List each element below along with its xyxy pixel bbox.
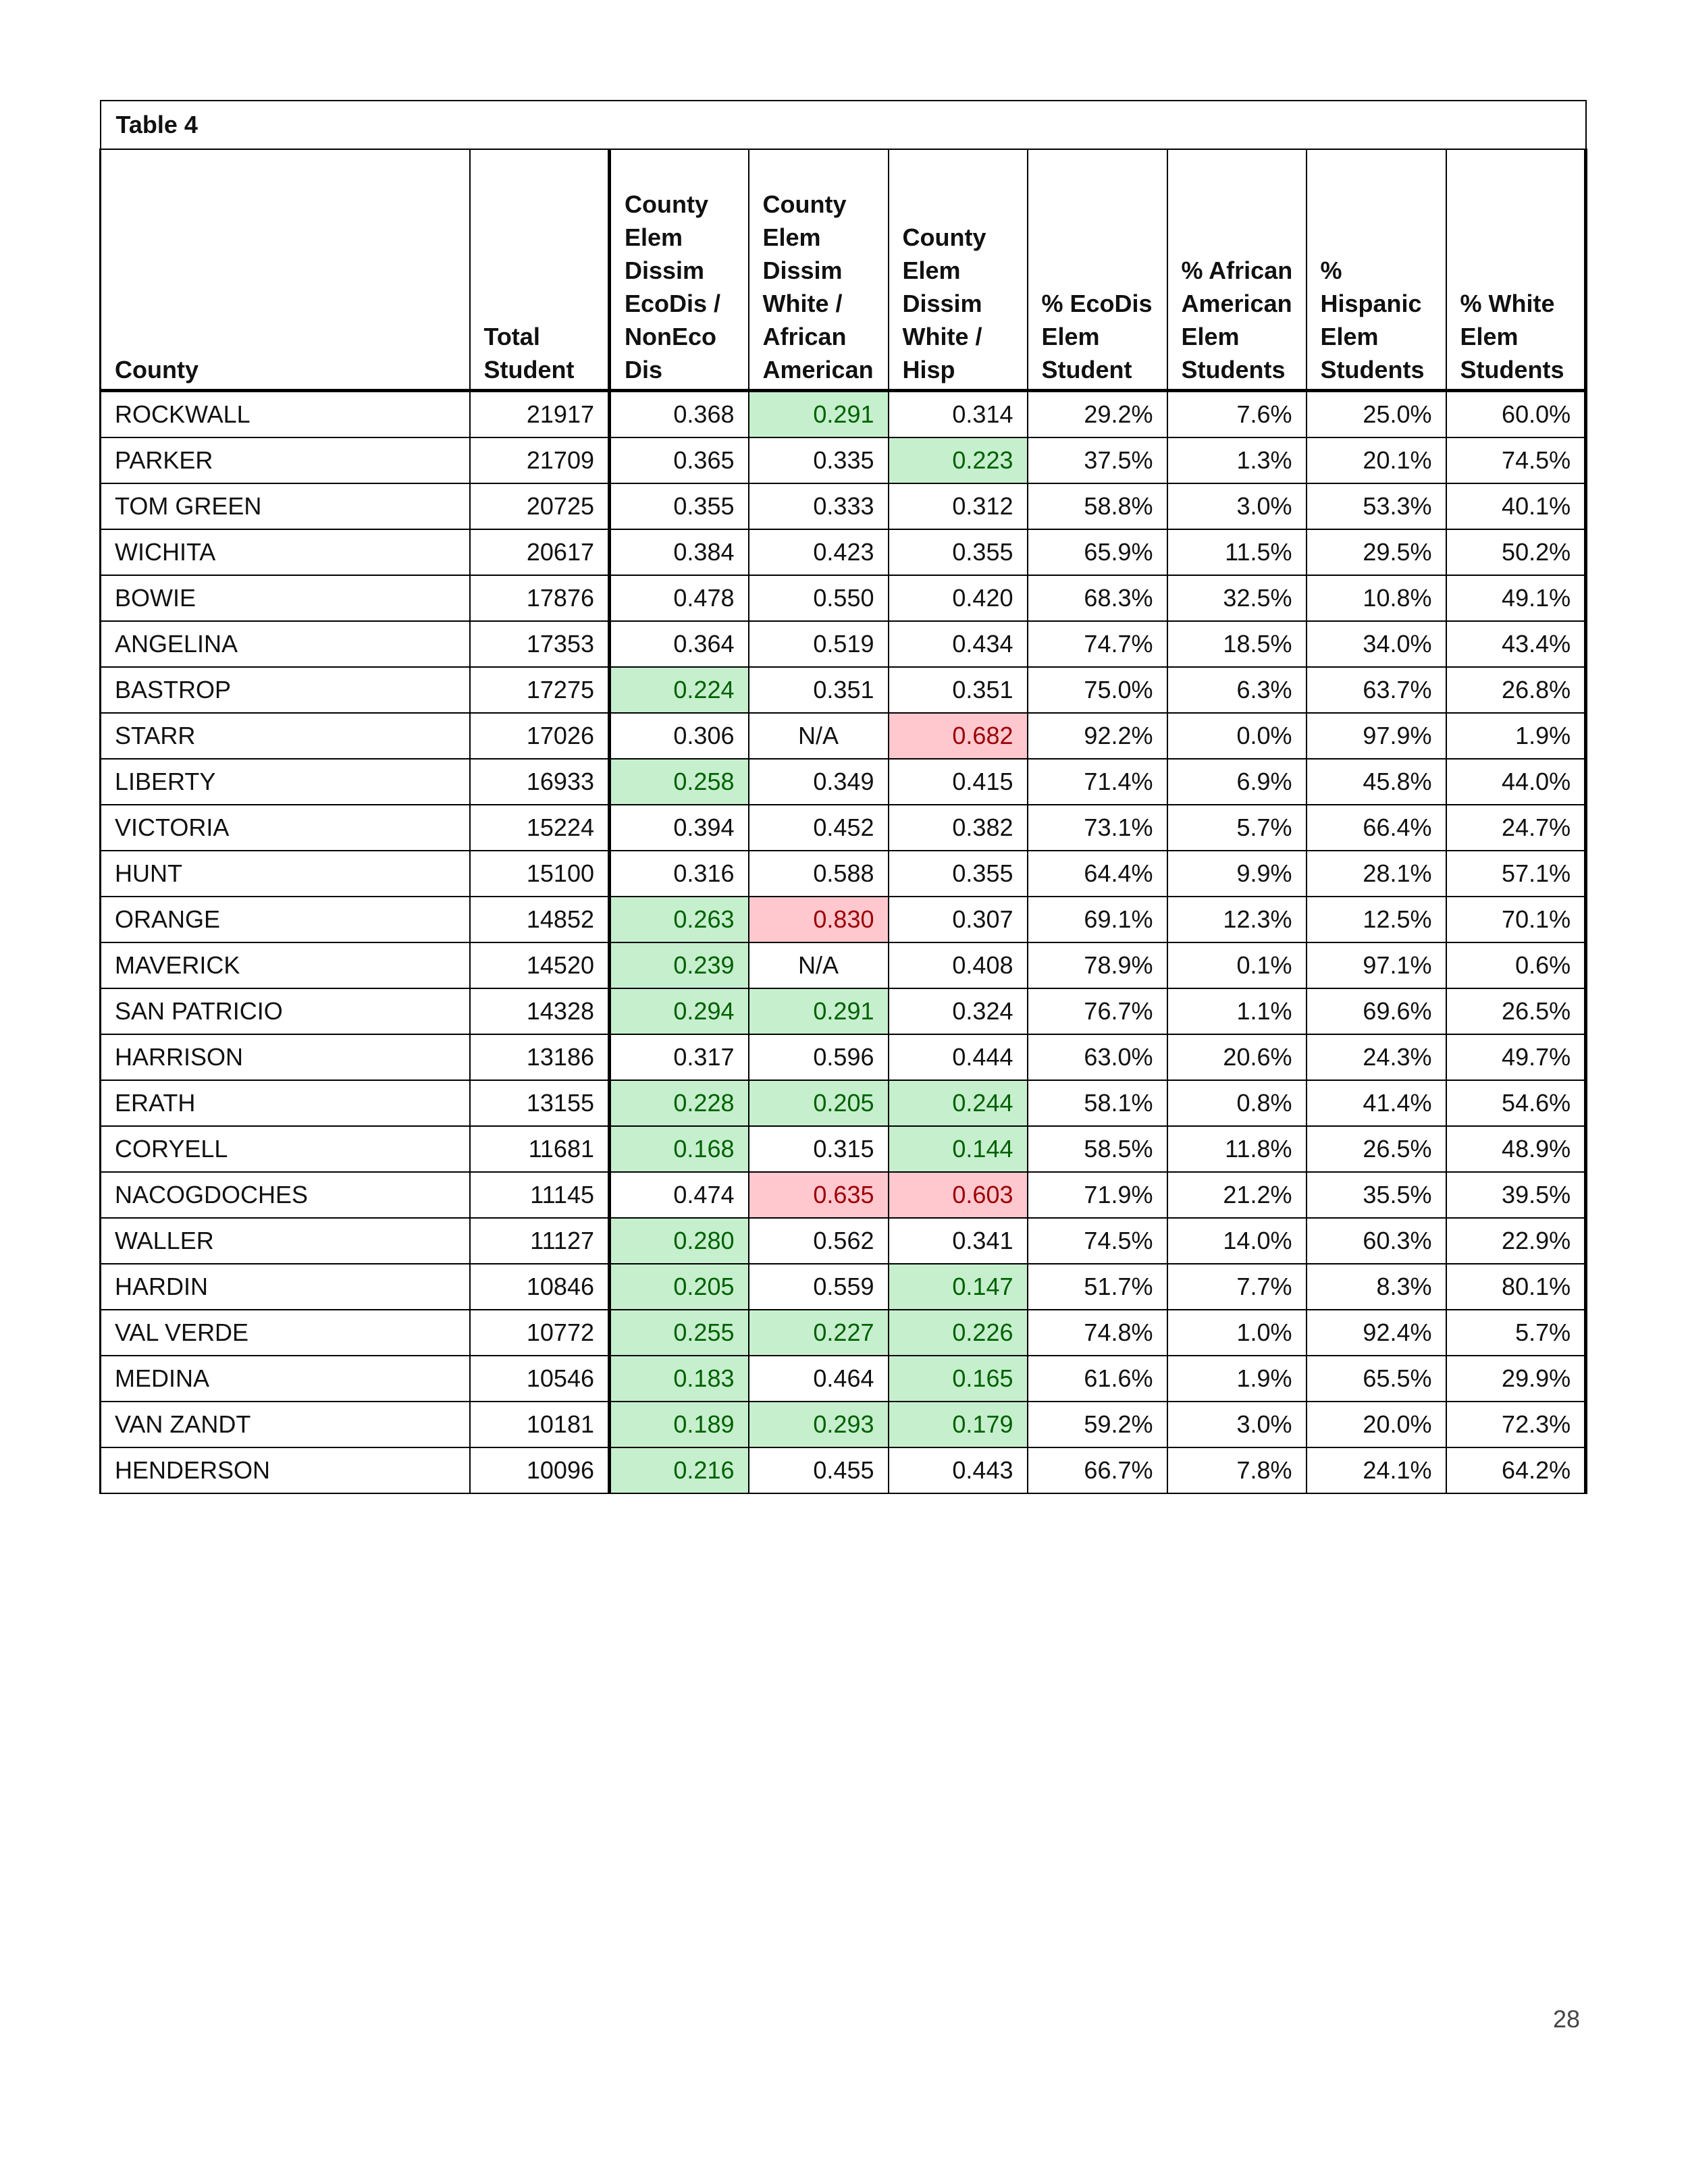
cell-pct-hispanic: 34.0% (1307, 621, 1446, 667)
cell-pct-hispanic: 10.8% (1307, 575, 1446, 621)
cell-total-student: 14520 (470, 942, 610, 988)
cell-pct-ecodis: 63.0% (1028, 1034, 1167, 1080)
cell-total-student: 20725 (470, 483, 610, 529)
cell-dissim-white-hisp: 0.420 (889, 575, 1028, 621)
table-row (101, 1356, 1586, 1402)
cell-dissim-ecodis: 0.306 (610, 713, 749, 759)
cell-total-student: 11145 (470, 1172, 610, 1218)
cell-dissim-white-african-american: 0.205 (749, 1080, 889, 1126)
cell-county: HARRISON (101, 1034, 470, 1080)
table-row (101, 713, 1586, 759)
table-row (101, 897, 1586, 942)
cell-pct-ecodis: 61.6% (1028, 1356, 1167, 1402)
table-row (101, 1447, 1586, 1493)
table-header-row (101, 149, 1586, 391)
cell-pct-african-american: 0.1% (1167, 942, 1307, 988)
cell-county: BASTROP (101, 667, 470, 713)
cell-county: TOM GREEN (101, 483, 470, 529)
cell-pct-ecodis: 74.5% (1028, 1218, 1167, 1264)
table-row (101, 1080, 1586, 1126)
cell-dissim-white-hisp: 0.382 (889, 805, 1028, 851)
table-row (101, 1310, 1586, 1356)
cell-total-student: 10772 (470, 1310, 610, 1356)
cell-total-student: 21917 (470, 391, 610, 438)
cell-pct-hispanic: 12.5% (1307, 897, 1446, 942)
header-pct-ecodis: % EcoDis Elem Student (1028, 149, 1167, 391)
cell-county: BOWIE (101, 575, 470, 621)
cell-dissim-white-african-american: N/A (749, 713, 889, 759)
cell-county: ROCKWALL (101, 391, 470, 438)
table-row (101, 1264, 1586, 1310)
cell-pct-ecodis: 78.9% (1028, 942, 1167, 988)
cell-pct-hispanic: 97.9% (1307, 713, 1446, 759)
table-row (101, 621, 1586, 667)
cell-dissim-ecodis: 0.364 (610, 621, 749, 667)
cell-pct-ecodis: 64.4% (1028, 851, 1167, 897)
cell-dissim-white-hisp: 0.165 (889, 1356, 1028, 1402)
page-number: 28 (1552, 2005, 1580, 2033)
cell-pct-white: 57.1% (1446, 851, 1586, 897)
table-row (101, 1172, 1586, 1218)
cell-pct-white: 1.9% (1446, 713, 1586, 759)
cell-dissim-ecodis: 0.216 (610, 1447, 749, 1493)
cell-total-student: 10846 (470, 1264, 610, 1310)
cell-pct-white: 70.1% (1446, 897, 1586, 942)
cell-dissim-white-african-american: 0.315 (749, 1126, 889, 1172)
header-county: County (101, 149, 470, 391)
cell-county: NACOGDOCHES (101, 1172, 470, 1218)
cell-pct-african-american: 7.8% (1167, 1447, 1307, 1493)
cell-dissim-ecodis: 0.258 (610, 759, 749, 805)
cell-total-student: 10096 (470, 1447, 610, 1493)
cell-pct-white: 26.8% (1446, 667, 1586, 713)
cell-dissim-ecodis: 0.384 (610, 529, 749, 575)
cell-pct-african-american: 5.7% (1167, 805, 1307, 851)
cell-pct-hispanic: 97.1% (1307, 942, 1446, 988)
cell-pct-african-american: 0.8% (1167, 1080, 1307, 1126)
cell-pct-hispanic: 66.4% (1307, 805, 1446, 851)
cell-pct-ecodis: 58.1% (1028, 1080, 1167, 1126)
cell-pct-white: 50.2% (1446, 529, 1586, 575)
cell-pct-ecodis: 73.1% (1028, 805, 1167, 851)
cell-dissim-ecodis: 0.263 (610, 897, 749, 942)
cell-dissim-white-african-american: 0.293 (749, 1402, 889, 1447)
cell-pct-ecodis: 58.8% (1028, 483, 1167, 529)
cell-dissim-white-african-american: 0.291 (749, 391, 889, 438)
cell-pct-white: 40.1% (1446, 483, 1586, 529)
table-row (101, 988, 1586, 1034)
cell-pct-african-american: 7.7% (1167, 1264, 1307, 1310)
table-row (101, 575, 1586, 621)
table-row (101, 1218, 1586, 1264)
cell-dissim-ecodis: 0.168 (610, 1126, 749, 1172)
table-row (101, 483, 1586, 529)
cell-dissim-ecodis: 0.478 (610, 575, 749, 621)
cell-county: ERATH (101, 1080, 470, 1126)
cell-pct-hispanic: 20.0% (1307, 1402, 1446, 1447)
header-pct-hispanic: % Hispanic Elem Students (1307, 149, 1446, 391)
cell-pct-ecodis: 29.2% (1028, 391, 1167, 438)
cell-county: LIBERTY (101, 759, 470, 805)
cell-dissim-ecodis: 0.355 (610, 483, 749, 529)
cell-total-student: 10546 (470, 1356, 610, 1402)
cell-pct-african-american: 14.0% (1167, 1218, 1307, 1264)
table-caption: Table 4 (101, 101, 1586, 149)
cell-pct-african-american: 9.9% (1167, 851, 1307, 897)
cell-total-student: 11681 (470, 1126, 610, 1172)
header-total-student: Total Student (470, 149, 610, 391)
cell-total-student: 17876 (470, 575, 610, 621)
cell-pct-white: 49.1% (1446, 575, 1586, 621)
cell-county: ANGELINA (101, 621, 470, 667)
cell-dissim-ecodis: 0.224 (610, 667, 749, 713)
cell-dissim-white-african-american: N/A (749, 942, 889, 988)
table-row (101, 1402, 1586, 1447)
table-row (101, 529, 1586, 575)
cell-dissim-white-hisp: 0.144 (889, 1126, 1028, 1172)
cell-pct-ecodis: 92.2% (1028, 713, 1167, 759)
cell-pct-ecodis: 58.5% (1028, 1126, 1167, 1172)
cell-pct-african-american: 21.2% (1167, 1172, 1307, 1218)
cell-dissim-white-hisp: 0.415 (889, 759, 1028, 805)
cell-dissim-white-hisp: 0.312 (889, 483, 1028, 529)
cell-dissim-white-hisp: 0.443 (889, 1447, 1028, 1493)
cell-dissim-white-african-american: 0.227 (749, 1310, 889, 1356)
cell-dissim-white-african-american: 0.349 (749, 759, 889, 805)
cell-pct-african-american: 6.3% (1167, 667, 1307, 713)
cell-dissim-white-african-american: 0.596 (749, 1034, 889, 1080)
cell-dissim-white-hisp: 0.434 (889, 621, 1028, 667)
cell-pct-white: 43.4% (1446, 621, 1586, 667)
cell-total-student: 17275 (470, 667, 610, 713)
cell-pct-african-american: 18.5% (1167, 621, 1307, 667)
cell-dissim-white-african-american: 0.588 (749, 851, 889, 897)
cell-county: WICHITA (101, 529, 470, 575)
table-row (101, 437, 1586, 483)
cell-county: MEDINA (101, 1356, 470, 1402)
cell-pct-african-american: 20.6% (1167, 1034, 1307, 1080)
cell-pct-ecodis: 37.5% (1028, 437, 1167, 483)
cell-dissim-white-hisp: 0.444 (889, 1034, 1028, 1080)
cell-dissim-white-hisp: 0.355 (889, 529, 1028, 575)
cell-dissim-white-african-american: 0.423 (749, 529, 889, 575)
cell-total-student: 14852 (470, 897, 610, 942)
cell-pct-hispanic: 63.7% (1307, 667, 1446, 713)
cell-total-student: 21709 (470, 437, 610, 483)
cell-pct-white: 24.7% (1446, 805, 1586, 851)
cell-dissim-ecodis: 0.183 (610, 1356, 749, 1402)
cell-dissim-white-hisp: 0.307 (889, 897, 1028, 942)
cell-dissim-ecodis: 0.316 (610, 851, 749, 897)
cell-pct-hispanic: 24.3% (1307, 1034, 1446, 1080)
cell-county: HENDERSON (101, 1447, 470, 1493)
cell-pct-african-american: 12.3% (1167, 897, 1307, 942)
header-dissim-white-hisp: County Elem Dissim White / Hisp (889, 149, 1028, 391)
cell-total-student: 16933 (470, 759, 610, 805)
cell-pct-white: 80.1% (1446, 1264, 1586, 1310)
cell-dissim-ecodis: 0.394 (610, 805, 749, 851)
cell-dissim-ecodis: 0.280 (610, 1218, 749, 1264)
header-dissim-white-african-american: County Elem Dissim White / African American (749, 149, 889, 391)
cell-dissim-ecodis: 0.368 (610, 391, 749, 438)
cell-county: CORYELL (101, 1126, 470, 1172)
cell-county: ORANGE (101, 897, 470, 942)
cell-pct-white: 5.7% (1446, 1310, 1586, 1356)
cell-pct-african-american: 3.0% (1167, 483, 1307, 529)
cell-dissim-white-african-american: 0.335 (749, 437, 889, 483)
cell-pct-hispanic: 60.3% (1307, 1218, 1446, 1264)
cell-county: SAN PATRICIO (101, 988, 470, 1034)
cell-county: VICTORIA (101, 805, 470, 851)
cell-pct-hispanic: 92.4% (1307, 1310, 1446, 1356)
cell-dissim-white-african-american: 0.351 (749, 667, 889, 713)
cell-dissim-white-african-american: 0.519 (749, 621, 889, 667)
cell-county: HARDIN (101, 1264, 470, 1310)
table-body (101, 391, 1586, 1494)
cell-pct-african-american: 3.0% (1167, 1402, 1307, 1447)
cell-pct-african-american: 11.5% (1167, 529, 1307, 575)
cell-pct-hispanic: 26.5% (1307, 1126, 1446, 1172)
cell-pct-hispanic: 41.4% (1307, 1080, 1446, 1126)
cell-total-student: 11127 (470, 1218, 610, 1264)
header-pct-african-american: % African American Elem Students (1167, 149, 1307, 391)
cell-pct-white: 29.9% (1446, 1356, 1586, 1402)
cell-pct-white: 64.2% (1446, 1447, 1586, 1493)
cell-county: WALLER (101, 1218, 470, 1264)
cell-dissim-ecodis: 0.474 (610, 1172, 749, 1218)
cell-pct-african-american: 0.0% (1167, 713, 1307, 759)
cell-pct-white: 72.3% (1446, 1402, 1586, 1447)
cell-pct-white: 39.5% (1446, 1172, 1586, 1218)
cell-pct-hispanic: 8.3% (1307, 1264, 1446, 1310)
cell-pct-hispanic: 25.0% (1307, 391, 1446, 438)
cell-dissim-white-african-american: 0.635 (749, 1172, 889, 1218)
cell-pct-white: 26.5% (1446, 988, 1586, 1034)
cell-county: PARKER (101, 437, 470, 483)
cell-pct-african-american: 1.1% (1167, 988, 1307, 1034)
cell-dissim-white-hisp: 0.179 (889, 1402, 1028, 1447)
cell-pct-ecodis: 69.1% (1028, 897, 1167, 942)
cell-dissim-white-hisp: 0.351 (889, 667, 1028, 713)
cell-pct-white: 49.7% (1446, 1034, 1586, 1080)
cell-pct-african-american: 32.5% (1167, 575, 1307, 621)
county-dissimilarity-table (99, 100, 1587, 1494)
cell-pct-ecodis: 71.9% (1028, 1172, 1167, 1218)
cell-pct-ecodis: 68.3% (1028, 575, 1167, 621)
cell-dissim-white-hisp: 0.603 (889, 1172, 1028, 1218)
cell-pct-ecodis: 51.7% (1028, 1264, 1167, 1310)
cell-total-student: 10181 (470, 1402, 610, 1447)
cell-pct-african-american: 1.9% (1167, 1356, 1307, 1402)
cell-total-student: 17353 (470, 621, 610, 667)
cell-dissim-white-african-american: 0.333 (749, 483, 889, 529)
table-row (101, 805, 1586, 851)
table-row (101, 391, 1586, 438)
header-dissim-ecodis: County Elem Dissim EcoDis / NonEco Dis (610, 149, 749, 391)
cell-total-student: 14328 (470, 988, 610, 1034)
cell-pct-hispanic: 29.5% (1307, 529, 1446, 575)
table-row (101, 851, 1586, 897)
cell-dissim-white-hisp: 0.341 (889, 1218, 1028, 1264)
cell-pct-african-american: 1.3% (1167, 437, 1307, 483)
cell-dissim-white-hisp: 0.324 (889, 988, 1028, 1034)
cell-dissim-white-african-american: 0.464 (749, 1356, 889, 1402)
cell-pct-hispanic: 24.1% (1307, 1447, 1446, 1493)
cell-total-student: 15224 (470, 805, 610, 851)
cell-county: VAL VERDE (101, 1310, 470, 1356)
cell-dissim-white-hisp: 0.314 (889, 391, 1028, 438)
cell-pct-african-american: 6.9% (1167, 759, 1307, 805)
cell-dissim-ecodis: 0.228 (610, 1080, 749, 1126)
cell-pct-ecodis: 74.7% (1028, 621, 1167, 667)
cell-dissim-white-hisp: 0.244 (889, 1080, 1028, 1126)
cell-pct-white: 74.5% (1446, 437, 1586, 483)
cell-dissim-white-african-american: 0.559 (749, 1264, 889, 1310)
cell-pct-hispanic: 20.1% (1307, 437, 1446, 483)
cell-pct-hispanic: 45.8% (1307, 759, 1446, 805)
cell-dissim-white-hisp: 0.147 (889, 1264, 1028, 1310)
cell-dissim-white-african-american: 0.830 (749, 897, 889, 942)
header-pct-white: % White Elem Students (1446, 149, 1586, 391)
cell-dissim-white-african-american: 0.562 (749, 1218, 889, 1264)
cell-dissim-ecodis: 0.365 (610, 437, 749, 483)
cell-pct-ecodis: 74.8% (1028, 1310, 1167, 1356)
table-row (101, 667, 1586, 713)
cell-county: MAVERICK (101, 942, 470, 988)
cell-total-student: 20617 (470, 529, 610, 575)
cell-pct-ecodis: 59.2% (1028, 1402, 1167, 1447)
cell-pct-ecodis: 71.4% (1028, 759, 1167, 805)
cell-total-student: 13155 (470, 1080, 610, 1126)
cell-pct-white: 22.9% (1446, 1218, 1586, 1264)
cell-dissim-ecodis: 0.255 (610, 1310, 749, 1356)
cell-dissim-white-hisp: 0.682 (889, 713, 1028, 759)
cell-pct-white: 48.9% (1446, 1126, 1586, 1172)
cell-dissim-ecodis: 0.317 (610, 1034, 749, 1080)
cell-county: HUNT (101, 851, 470, 897)
cell-pct-african-american: 1.0% (1167, 1310, 1307, 1356)
cell-dissim-ecodis: 0.205 (610, 1264, 749, 1310)
cell-county: VAN ZANDT (101, 1402, 470, 1447)
cell-pct-white: 60.0% (1446, 391, 1586, 438)
cell-total-student: 13186 (470, 1034, 610, 1080)
cell-pct-hispanic: 28.1% (1307, 851, 1446, 897)
cell-dissim-ecodis: 0.294 (610, 988, 749, 1034)
cell-total-student: 17026 (470, 713, 610, 759)
cell-pct-white: 0.6% (1446, 942, 1586, 988)
table-row (101, 1034, 1586, 1080)
cell-pct-ecodis: 65.9% (1028, 529, 1167, 575)
cell-dissim-white-hisp: 0.223 (889, 437, 1028, 483)
cell-pct-ecodis: 66.7% (1028, 1447, 1167, 1493)
cell-pct-hispanic: 53.3% (1307, 483, 1446, 529)
cell-pct-ecodis: 76.7% (1028, 988, 1167, 1034)
table-row (101, 759, 1586, 805)
cell-dissim-white-hisp: 0.355 (889, 851, 1028, 897)
cell-pct-african-american: 7.6% (1167, 391, 1307, 438)
table-row (101, 1126, 1586, 1172)
cell-pct-african-american: 11.8% (1167, 1126, 1307, 1172)
cell-pct-hispanic: 35.5% (1307, 1172, 1446, 1218)
cell-pct-ecodis: 75.0% (1028, 667, 1167, 713)
cell-dissim-white-african-american: 0.455 (749, 1447, 889, 1493)
cell-dissim-white-african-american: 0.550 (749, 575, 889, 621)
cell-pct-hispanic: 69.6% (1307, 988, 1446, 1034)
cell-pct-white: 54.6% (1446, 1080, 1586, 1126)
cell-dissim-ecodis: 0.239 (610, 942, 749, 988)
cell-pct-hispanic: 65.5% (1307, 1356, 1446, 1402)
cell-dissim-white-hisp: 0.408 (889, 942, 1028, 988)
cell-dissim-white-african-american: 0.291 (749, 988, 889, 1034)
cell-total-student: 15100 (470, 851, 610, 897)
table-row (101, 942, 1586, 988)
cell-pct-white: 44.0% (1446, 759, 1586, 805)
cell-county: STARR (101, 713, 470, 759)
cell-dissim-white-hisp: 0.226 (889, 1310, 1028, 1356)
cell-dissim-white-african-american: 0.452 (749, 805, 889, 851)
cell-dissim-ecodis: 0.189 (610, 1402, 749, 1447)
